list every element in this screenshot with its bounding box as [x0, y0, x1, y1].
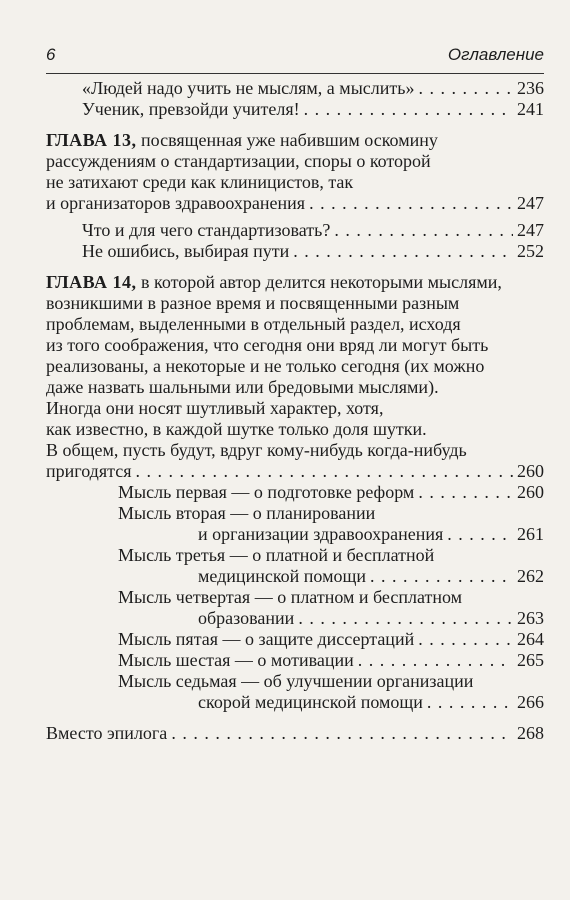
toc-page: 260 [517, 461, 544, 481]
chapter-14-line: реализованы, а некоторые и не только сегодня (их можно [46, 356, 485, 376]
leader-dots [447, 524, 513, 545]
chapter-13-line: рассуждениям о стандартизации, споры о которой [46, 151, 431, 171]
toc-page: 252 [517, 241, 544, 261]
toc-entry[interactable]: Ученик, превзойди учителя! . . . 241 [46, 99, 544, 120]
toc-entry-thought-7[interactable]: Мысль седьмая — об улучшении организации скорой медицинской помощи . . . 266 [46, 671, 544, 713]
toc-entry[interactable]: Не ошибись, выбирая пути . . . 252 [46, 241, 544, 262]
leader-dots [135, 461, 513, 482]
chapter-14-line: возникшими в разное время и посвященными разным [46, 293, 460, 313]
leader-dots [309, 193, 513, 214]
toc-entry-thought-6[interactable]: Мысль шестая — о мотивации . . . 265 [46, 650, 544, 671]
leader-dots [418, 629, 513, 650]
toc-entry-epilogue[interactable]: Вместо эпилога . . . 268 [46, 723, 544, 744]
toc-entry-thought-2[interactable]: Мысль вторая — о планировании и организации здравоохранения . . . 261 [46, 503, 544, 545]
toc-content [46, 78, 544, 744]
toc-page: 260 [517, 482, 544, 502]
toc-page: 262 [517, 566, 544, 586]
toc-page: 263 [517, 608, 544, 628]
chapter-14-last-line: пригодятся . . . 260 [46, 461, 544, 482]
toc-page: 236 [517, 78, 544, 98]
chapter-14-line: даже назвать шальными или бредовыми мыслями). [46, 377, 439, 397]
leader-dots [358, 650, 513, 671]
leader-dots [418, 78, 513, 99]
toc-entry-thought-4[interactable]: Мысль четвертая — о платном и бесплатном образовании . . . 263 [46, 587, 544, 629]
toc-page: 247 [517, 193, 544, 213]
chapter-14-line: ГЛАВА 14, в которой автор делится некоторыми мыслями, [46, 272, 502, 292]
toc-page: 261 [517, 524, 544, 544]
chapter-14-line: из того соображения, что сегодня они вряд ли могут быть [46, 335, 489, 355]
chapter-13-line: ГЛАВА 13, посвященная уже набившим оскомину [46, 130, 438, 150]
toc-page: 268 [517, 723, 544, 743]
leader-dots [304, 99, 513, 120]
running-header [46, 45, 544, 69]
chapter-13-last-line: и организаторов здравоохранения . . . 247 [46, 193, 544, 214]
leader-dots [293, 241, 513, 262]
toc-page: 241 [517, 99, 544, 119]
chapter-14-line: проблемам, выделенными в отдельный раздел, исходя [46, 314, 461, 334]
toc-entry-thought-5[interactable]: Мысль пятая — о защите диссертаций . . . 264 [46, 629, 544, 650]
leader-dots [334, 220, 513, 241]
chapter-14-line: В общем, пусть будут, вдруг кому-нибудь когда-нибудь [46, 440, 467, 460]
toc-page: 265 [517, 650, 544, 670]
toc-entry[interactable]: Что и для чего стандартизовать? . . . 247 [46, 220, 544, 241]
leader-dots [171, 723, 513, 744]
chapter-13-label: ГЛАВА 13, [46, 130, 137, 150]
toc-entry-thought-1[interactable]: Мысль первая — о подготовке реформ . . . 260 [46, 482, 544, 503]
chapter-13[interactable] [46, 130, 544, 262]
chapter-14-line: как известно, в каждой шутке только доля шутки. [46, 419, 427, 439]
chapter-14-line: Иногда они носят шутливый характер, хотя, [46, 398, 384, 418]
chapter-14[interactable] [46, 272, 544, 713]
toc-page: 247 [517, 220, 544, 240]
leader-dots [370, 566, 513, 587]
leader-dots [427, 692, 513, 713]
toc-page: 266 [517, 692, 544, 712]
leader-dots [298, 608, 513, 629]
section-title: Оглавление [447, 45, 544, 64]
toc-entry-thought-3[interactable]: Мысль третья — о платной и бесплатной медицинской помощи . . . 262 [46, 545, 544, 587]
page-number: 6 [46, 45, 56, 64]
header-rule [46, 73, 544, 74]
leader-dots [418, 482, 513, 503]
chapter-13-line: не затихают среди как клиницистов, так [46, 172, 354, 192]
toc-entry[interactable]: «Людей надо учить не мыслям, а мыслить» . . . 236 [46, 78, 544, 99]
chapter-14-label: ГЛАВА 14, [46, 272, 137, 292]
toc-page: 264 [517, 629, 544, 649]
